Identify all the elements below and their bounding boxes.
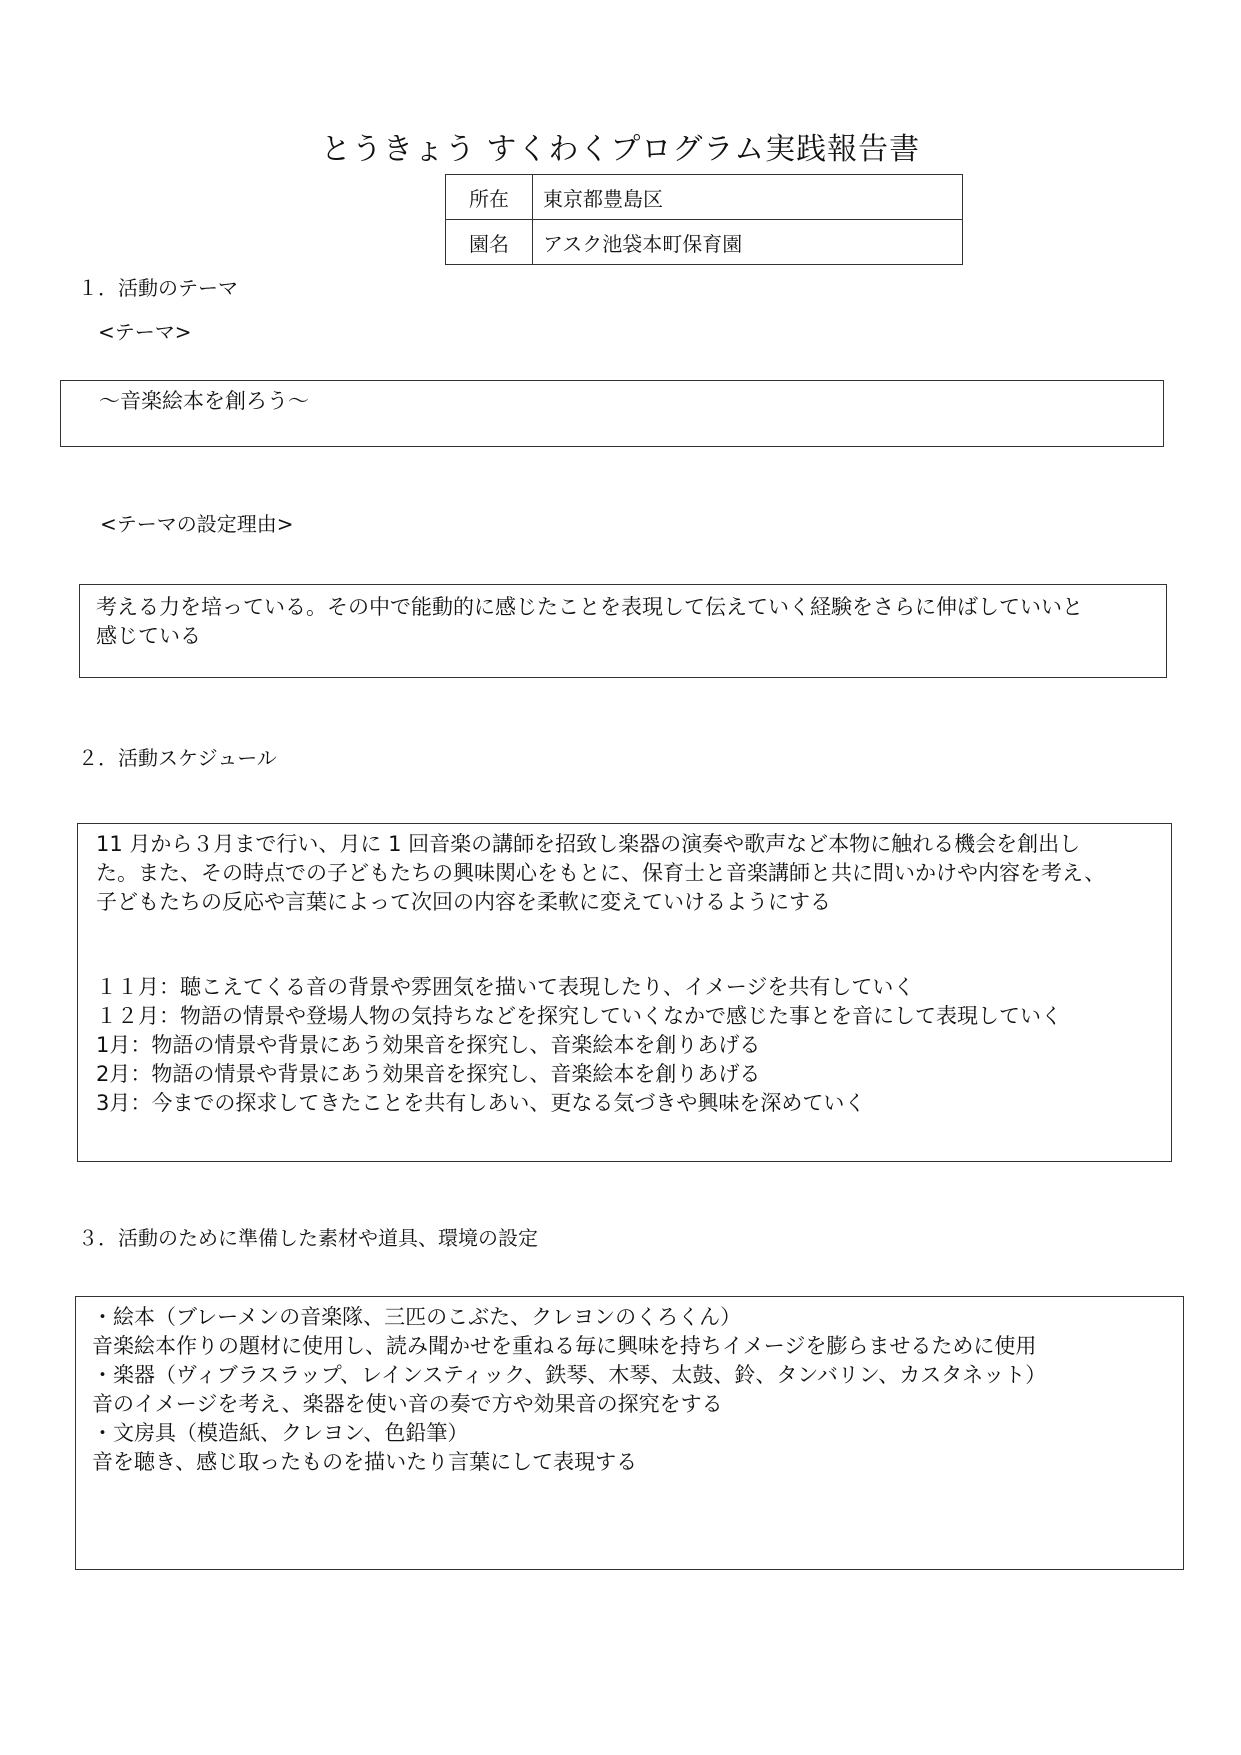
- theme-box: [60, 380, 1164, 447]
- intro-line: た。また、その時点での子どもたちの興味関心をもとに、保育士と音楽講師と共に問いかけや内容を考え、: [96, 861, 1106, 885]
- schedule-intro: [96, 830, 1105, 917]
- intro-line: 11 月から３月まで行い、月に 1 回音楽の講師を招致し楽器の演奏や歌声など本物に触れる機会を創出し: [96, 832, 1081, 856]
- theme-text: ～音楽絵本を創ろう～: [99, 389, 309, 413]
- schedule-box: [77, 823, 1172, 1162]
- intro-line: 子どもたちの反応や言葉によって次回の内容を柔軟に変えていけるようにする: [96, 890, 831, 914]
- reason-label: <テーマの設定理由>: [100, 512, 294, 536]
- facility-name-value: アスク池袋本町保育園: [533, 220, 963, 265]
- schedule-list: [96, 973, 1062, 1118]
- location-row: [446, 175, 963, 220]
- document-title: とうきょう すくわくプログラム実践報告書: [320, 132, 921, 167]
- schedule-item: 1月：物語の情景や背景にあう効果音を探究し、音楽絵本を創りあげる: [96, 1033, 761, 1057]
- section2-heading: ２．活動スケジュール: [78, 746, 277, 770]
- facility-info-table: [445, 174, 963, 265]
- reason-text: [96, 593, 1083, 651]
- materials-line: ・絵本（ブレーメンの音楽隊、三匹のこぶた、クレヨンのくろくん）: [92, 1305, 742, 1329]
- location-value: 東京都豊島区: [533, 175, 963, 220]
- schedule-item: 2月：物語の情景や背景にあう効果音を探究し、音楽絵本を創りあげる: [96, 1062, 761, 1086]
- reason-line: 考える力を培っている。その中で能動的に感じたことを表現して伝えていく経験をさらに伸ばしていいと: [96, 595, 1083, 619]
- reason-line: 感じている: [96, 624, 201, 648]
- reason-box: [79, 584, 1167, 678]
- location-label: 所在: [446, 175, 533, 220]
- materials-line: 音楽絵本作りの題材に使用し、読み聞かせを重ねる毎に興味を持ちイメージを膨らませるために使用: [92, 1334, 1037, 1358]
- materials-line: ・楽器（ヴィブラスラップ、レインスティック、鉄琴、木琴、太鼓、鈴、タンバリン、カスタネット）: [92, 1363, 1047, 1387]
- facility-name-row: [446, 220, 963, 265]
- schedule-item: １２月：物語の情景や登場人物の気持ちなどを探究していくなかで感じた事とを音にして表現していく: [96, 1004, 1062, 1028]
- materials-box: [75, 1296, 1184, 1570]
- schedule-item: １１月：聴こえてくる音の背景や雰囲気を描いて表現したり、イメージを共有していく: [96, 975, 915, 999]
- materials-line: 音を聴き、感じ取ったものを描いたり言葉にして表現する: [92, 1450, 638, 1474]
- section3-heading: ３．活動のために準備した素材や道具、環境の設定: [78, 1226, 538, 1250]
- materials-line: ・文房具（模造紙、クレヨン、色鉛筆）: [92, 1421, 469, 1445]
- schedule-item: 3月：今までの探求してきたことを共有しあい、更なる気づきや興味を深めていく: [96, 1091, 866, 1115]
- theme-label: <テーマ>: [98, 320, 192, 344]
- section1-heading: １．活動のテーマ: [78, 276, 238, 300]
- materials-text: [92, 1303, 1046, 1477]
- facility-name-label: 園名: [446, 220, 533, 265]
- materials-line: 音のイメージを考え、楽器を使い音の奏で方や効果音の探究をする: [92, 1392, 723, 1416]
